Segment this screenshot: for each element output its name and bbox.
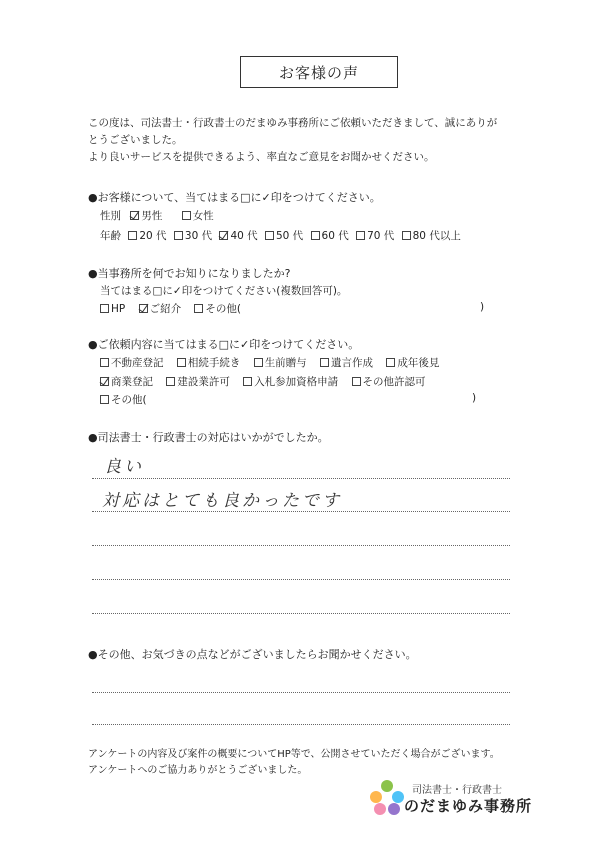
source-option-referral[interactable]: ご紹介 bbox=[139, 301, 182, 316]
service-commercial[interactable]: 商業登記 bbox=[100, 374, 153, 389]
checkbox[interactable] bbox=[174, 231, 183, 240]
footer-line-1: アンケートの内容及び案件の概要についてHP等で、公開させていただく場合がございます。 bbox=[88, 749, 500, 760]
checkbox[interactable] bbox=[100, 395, 109, 404]
service-bidding[interactable]: 入札参加資格申請 bbox=[243, 374, 338, 389]
q3-row-2 bbox=[100, 374, 436, 389]
logo-circle-orange bbox=[370, 791, 382, 803]
checkbox[interactable] bbox=[356, 231, 365, 240]
gender-option-female[interactable]: 女性 bbox=[182, 208, 214, 223]
q3-close-paren: ) bbox=[472, 392, 477, 404]
q3-row-1 bbox=[100, 355, 449, 370]
checkbox[interactable] bbox=[100, 358, 109, 367]
checkbox[interactable] bbox=[128, 231, 137, 240]
logo-circle-blue bbox=[392, 791, 404, 803]
logo-circle-pink bbox=[374, 803, 386, 815]
handwritten-answer-2: 対応はとても良かったです bbox=[102, 491, 342, 511]
q2-heading: ●当事務所を何でお知りになりましたか? bbox=[88, 267, 291, 280]
service-construction[interactable]: 建設業許可 bbox=[166, 374, 230, 389]
checkbox[interactable] bbox=[100, 304, 109, 313]
gender-option-male[interactable]: 男性 bbox=[130, 208, 162, 223]
checkbox-checked[interactable] bbox=[100, 377, 109, 386]
age-row bbox=[100, 228, 461, 243]
checkbox[interactable] bbox=[194, 304, 203, 313]
checkbox-checked[interactable] bbox=[219, 231, 228, 240]
intro-line-2: とうございました。 bbox=[88, 134, 183, 146]
logo-subtitle: 司法書士・行政書士 bbox=[412, 785, 502, 796]
answer-line-2 bbox=[92, 511, 510, 512]
intro-line-3: より良いサービスを提供できるよう、率直なご意見をお聞かせください。 bbox=[88, 151, 435, 163]
checkbox-checked[interactable] bbox=[130, 211, 139, 220]
answer-line-3 bbox=[92, 545, 510, 546]
q3-heading: ●ご依頼内容に当てはまる□に✓印をつけてください。 bbox=[88, 338, 360, 351]
q5-heading: ●その他、お気づきの点などがございましたらお聞かせください。 bbox=[88, 648, 417, 661]
source-option-hp[interactable]: HP bbox=[100, 303, 125, 315]
checkbox[interactable] bbox=[402, 231, 411, 240]
checkbox-checked[interactable] bbox=[139, 304, 148, 313]
age-option-30[interactable]: 30 代 bbox=[174, 228, 212, 243]
service-guardianship[interactable]: 成年後見 bbox=[386, 355, 439, 370]
age-option-60[interactable]: 60 代 bbox=[311, 228, 349, 243]
comment-line-1 bbox=[92, 692, 510, 693]
age-option-70[interactable]: 70 代 bbox=[356, 228, 394, 243]
checkbox[interactable] bbox=[320, 358, 329, 367]
q1-heading: ●お客様について、当てはまる□に✓印をつけてください。 bbox=[88, 191, 381, 204]
checkbox[interactable] bbox=[254, 358, 263, 367]
checkbox[interactable] bbox=[182, 211, 191, 220]
source-option-other[interactable]: その他( bbox=[194, 301, 241, 316]
age-option-80[interactable]: 80 代以上 bbox=[402, 228, 461, 243]
page-title: お客様の声 bbox=[240, 56, 398, 88]
q2-subtext: 当てはまる□に✓印をつけてください(複数回答可)。 bbox=[100, 285, 348, 297]
answer-line-1 bbox=[92, 478, 510, 479]
q2-options-row bbox=[100, 301, 251, 316]
checkbox[interactable] bbox=[265, 231, 274, 240]
age-option-20[interactable]: 20 代 bbox=[128, 228, 166, 243]
service-other-permits[interactable]: その他許認可 bbox=[352, 374, 426, 389]
gender-row bbox=[100, 208, 224, 223]
q4-heading: ●司法書士・行政書士の対応はいかがでしたか。 bbox=[88, 431, 329, 444]
logo-circle-purple bbox=[388, 803, 400, 815]
intro-line-1: この度は、司法書士・行政書士のだまゆみ事務所にご依頼いただきまして、誠にありが bbox=[88, 117, 498, 129]
logo-icon bbox=[368, 778, 406, 816]
gender-label: 性別 bbox=[100, 210, 121, 222]
checkbox[interactable] bbox=[311, 231, 320, 240]
service-gift[interactable]: 生前贈与 bbox=[254, 355, 307, 370]
checkbox[interactable] bbox=[166, 377, 175, 386]
handwritten-answer-1: 良い bbox=[104, 457, 144, 477]
logo-name: のだまゆみ事務所 bbox=[404, 797, 533, 815]
age-label: 年齢 bbox=[100, 230, 121, 242]
age-option-50[interactable]: 50 代 bbox=[265, 228, 303, 243]
footer-line-2: アンケートへのご協力ありがとうございました。 bbox=[88, 765, 308, 776]
service-real-estate[interactable]: 不動産登記 bbox=[100, 355, 164, 370]
q2-close-paren: ) bbox=[480, 301, 485, 313]
service-inheritance[interactable]: 相続手続き bbox=[177, 355, 241, 370]
checkbox[interactable] bbox=[177, 358, 186, 367]
checkbox[interactable] bbox=[352, 377, 361, 386]
checkbox[interactable] bbox=[243, 377, 252, 386]
answer-line-5 bbox=[92, 613, 510, 614]
service-other[interactable]: その他( bbox=[100, 392, 147, 407]
comment-line-2 bbox=[92, 724, 510, 725]
service-will[interactable]: 遺言作成 bbox=[320, 355, 373, 370]
age-option-40[interactable]: 40 代 bbox=[219, 228, 257, 243]
logo-circle-green bbox=[381, 780, 393, 792]
answer-line-4 bbox=[92, 579, 510, 580]
checkbox[interactable] bbox=[386, 358, 395, 367]
q3-row-3 bbox=[100, 392, 157, 407]
